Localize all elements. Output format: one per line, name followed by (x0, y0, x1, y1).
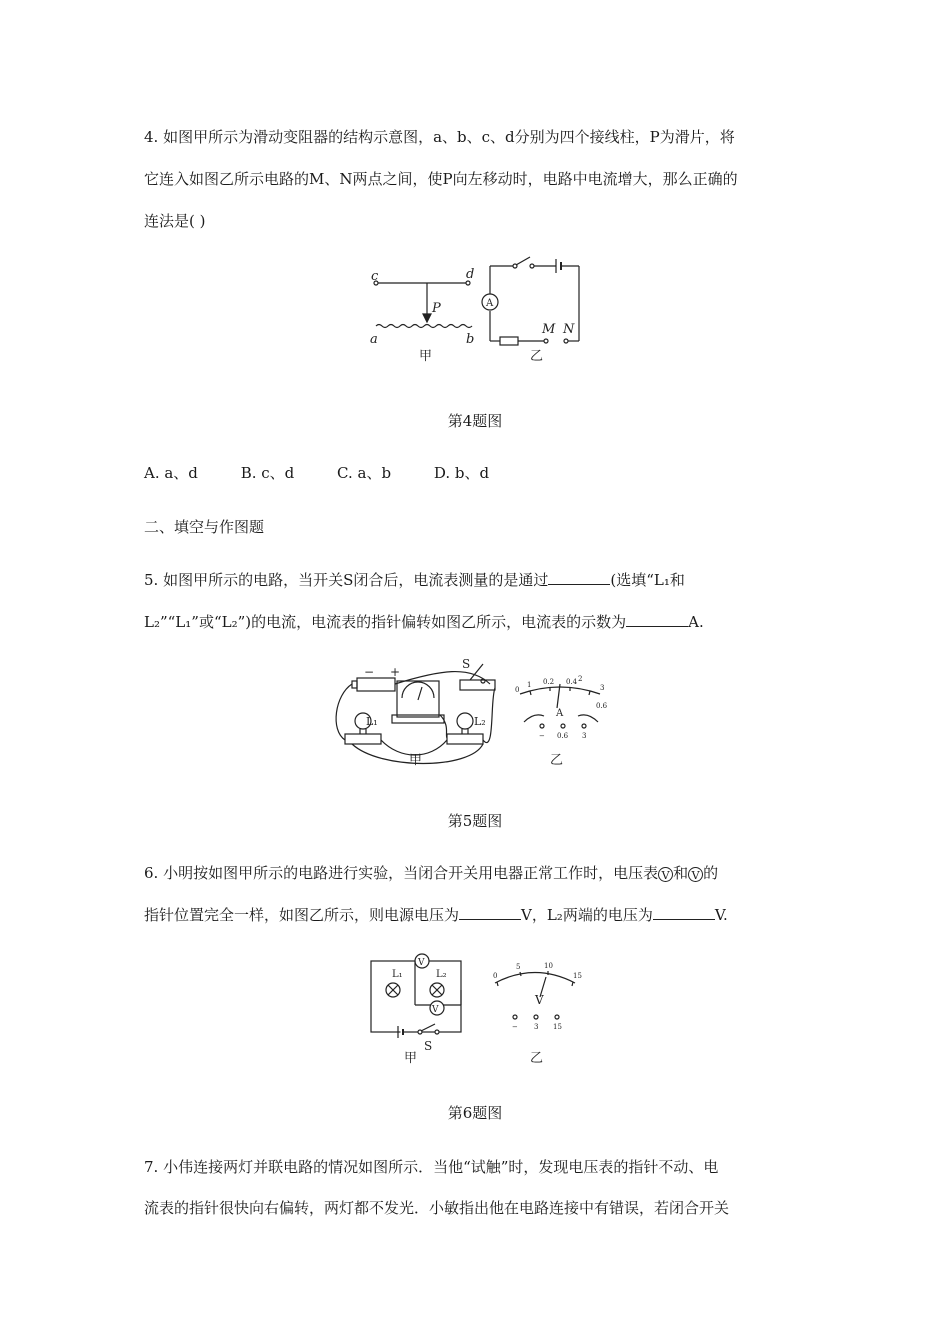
option-a: A. a、d (144, 464, 198, 482)
fig6-yi: 乙 (530, 1051, 544, 1066)
svg-text:0: 0 (493, 972, 498, 980)
q7-line-2: 流表的指针很快向右偏转，两灯都不发光．小敏指出他在电路连接中有错误，若闭合开关 (144, 1199, 730, 1217)
svg-text:0.6: 0.6 (557, 732, 569, 740)
label-p: P (432, 301, 441, 316)
meter-v-label: V (535, 993, 544, 1007)
fig4-yi: 乙 (530, 349, 544, 364)
v-meter-bottom: V (432, 1005, 439, 1015)
label-m: M (542, 322, 556, 337)
fig4-caption: 第4题图 (447, 412, 503, 430)
fig6-jia: 甲 (404, 1051, 418, 1066)
switch-s-label: S (424, 1039, 433, 1053)
voltmeter-v1-icon: V (658, 867, 673, 882)
svg-text:−: − (539, 732, 545, 740)
q5-line-1: 5. 如图甲所示的电路，当开关S闭合后，电流表测量的是通过 (选填“L₁和 (144, 571, 685, 589)
meter-a-label: A (556, 708, 564, 719)
v-meter-top: V (418, 958, 425, 968)
option-b: B. c、d (240, 464, 295, 482)
lamp-l2-label: L₂ (474, 715, 486, 728)
svg-text:3: 3 (534, 1023, 539, 1031)
option-c: C. a、b (337, 464, 392, 482)
voltmeter-v2-icon: V (688, 867, 703, 882)
label-a: a (370, 332, 378, 347)
q7-line-1: 7. 小伟连接两灯并联电路的情况如图所示．当他“试触”时，发现电压表的指针不动、电 (144, 1158, 719, 1176)
svg-text:1: 1 (527, 681, 532, 689)
lamp-l1-label: L₁ (366, 715, 378, 728)
battery-plus: + (390, 665, 401, 679)
svg-text:−: − (512, 1023, 518, 1031)
fig5-caption: 第5题图 (447, 812, 503, 830)
section-heading: 二、填空与作图题 (144, 518, 265, 536)
svg-text:0.4: 0.4 (566, 678, 578, 686)
fig5-jia: 甲 (409, 753, 423, 768)
svg-text:2: 2 (578, 675, 583, 683)
q4-line-1: 4. 如图甲所示为滑动变阻器的结构示意图，a、b、c、d分别为四个接线柱，P为滑片，将 (144, 128, 735, 146)
svg-text:15: 15 (553, 1023, 562, 1031)
svg-text:15: 15 (573, 972, 582, 980)
svg-text:3: 3 (600, 684, 605, 692)
lamp-l1-label: L₁ (392, 969, 403, 980)
svg-text:0.6: 0.6 (596, 702, 608, 710)
q4-line-2: 它连入如图乙所示电路的M、N两点之间，使P向左移动时，电路中电流增大，那么正确的 (144, 170, 738, 188)
label-c: c (371, 269, 379, 284)
q6-line-1: 6. 小明按如图甲所示的电路进行实验，当闭合开关用电器正常工作时，电压表 V 和 V 的 (144, 864, 719, 882)
label-d: d (466, 267, 475, 282)
label-n: N (563, 322, 575, 337)
switch-s-label: S (462, 657, 471, 671)
q5-line-2: L₂”“L₁”或“L₂”)的电流，电流表的指针偏转如图乙所示，电流表的示数为 A. (144, 613, 704, 631)
svg-text:0: 0 (515, 686, 520, 694)
svg-text:3: 3 (582, 732, 587, 740)
q6-line-2: 指针位置完全一样，如图乙所示，则电源电压为 V，L₂两端的电压为 V. (144, 906, 728, 924)
fig5-yi: 乙 (550, 753, 564, 768)
option-d: D. b、d (433, 464, 490, 482)
fig4-jia: 甲 (419, 349, 433, 364)
battery-minus: − (364, 665, 375, 679)
svg-text:10: 10 (544, 962, 553, 970)
fig6-caption: 第6题图 (447, 1104, 503, 1122)
lamp-l2-label: L₂ (436, 969, 447, 980)
q4-line-3: 连法是( ) (144, 212, 206, 230)
ammeter-label: A (486, 298, 494, 309)
svg-text:5: 5 (516, 963, 521, 971)
label-b: b (466, 332, 475, 347)
svg-text:0.2: 0.2 (543, 678, 555, 686)
